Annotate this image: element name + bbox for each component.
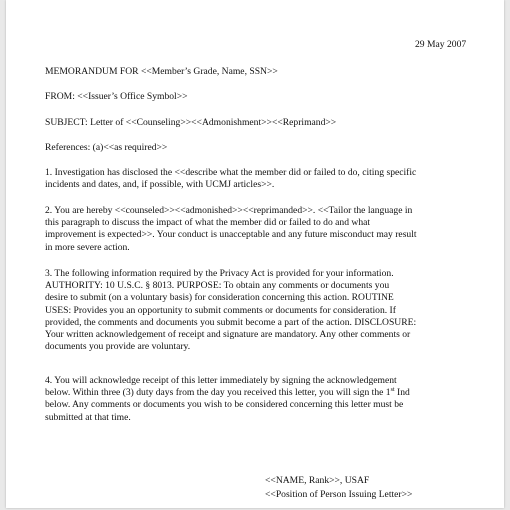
paragraph-2 (45, 205, 475, 254)
paragraph-4-line: 4. You will acknowledge receipt of this letter immediately by signing the acknowledgement (45, 375, 397, 386)
paragraph-2-line: improvement is expected>>. Your conduct is unacceptable and any future misconduct may result (45, 229, 417, 241)
subject-line: SUBJECT: Letter of <<Counseling>><<Admonishment>><<Reprimand>> (45, 117, 337, 128)
paragraph-4-line: submitted at that time. (45, 411, 131, 423)
signature-position: <<Position of Person Issuing Letter>> (265, 489, 413, 500)
signature-name: <<NAME, Rank>>, USAF (265, 475, 370, 486)
paragraph-1-line: incidents and dates, and, if possible, with UCMJ articles>>. (45, 179, 275, 191)
references-line: References: (a)<<as required>> (45, 142, 168, 153)
paragraph-2-line: in more severe action. (45, 241, 130, 253)
paragraph-2-line: this paragraph to discuss the impact of what the member did or failed to do and what (45, 217, 371, 229)
memo-date: 29 May 2007 (415, 39, 467, 50)
memo-page (6, 0, 504, 508)
paragraph-4-line (45, 387, 475, 399)
ordinal-suffix: st (390, 387, 395, 394)
paragraph-1-line: 1. Investigation has disclosed the <<describe what the member did or failed to do, citing specific (45, 167, 417, 178)
paragraph-3-line: documents you provide are voluntary. (45, 341, 191, 353)
memorandum-for-line: MEMORANDUM FOR <<Member’s Grade, Name, SSN>> (45, 66, 278, 77)
paragraph-4-text: Ind (394, 387, 410, 399)
paragraph-2-line: 2. You are hereby <<counseled>><<admonished>><<reprimanded>>. <<Tailor the language in (45, 205, 413, 216)
paragraph-3-line: provided, the comments and documents you submit become a part of the action. DISCLOSURE: (45, 316, 417, 328)
from-line: FROM: <<Issuer’s Office Symbol>> (45, 91, 188, 102)
paragraph-3-line: desire to submit (on a voluntary basis) for consideration concerning this action. ROUTINE (45, 292, 394, 304)
paragraph-1 (45, 167, 475, 191)
paragraph-3-privacy-act (45, 268, 475, 353)
paragraph-3-line: 3. The following information required by the Privacy Act is provided for your information. (45, 268, 394, 279)
paragraph-4-line: below. Any comments or documents you wish to be considered concerning this letter must be (45, 399, 404, 411)
paragraph-3-line: AUTHORITY: 10 U.S.C. § 8013. PURPOSE: To obtain any comments or documents you (45, 280, 390, 292)
paragraph-4 (45, 375, 475, 424)
paragraph-4-text: below. Within three (3) duty days from the day you received this letter, you will sign the 1 (45, 387, 391, 399)
paragraph-3-line: USES: Provides you an opportunity to submit comments or documents for consideration. If (45, 304, 396, 316)
paragraph-3-line: Your written acknowledgement of receipt and signature are mandatory. Any other comments or (45, 329, 411, 341)
